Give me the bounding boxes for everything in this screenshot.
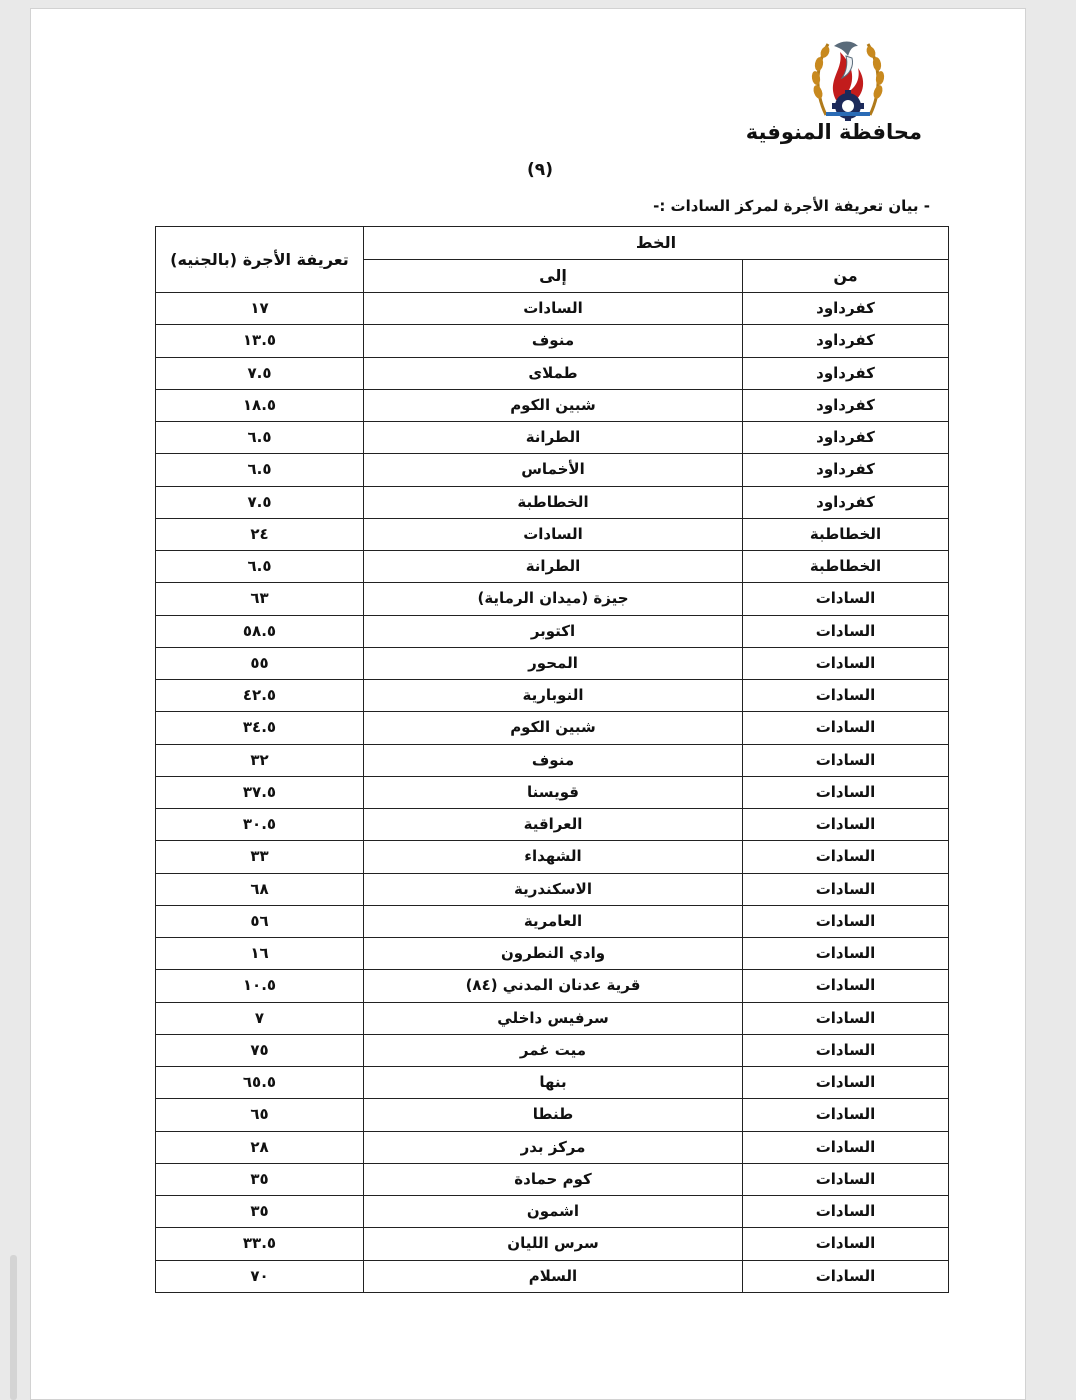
table-row [156, 1228, 949, 1260]
cell-from: السادات [743, 1034, 949, 1066]
cell-from: كفرداود [743, 454, 949, 486]
cell-from: السادات [743, 873, 949, 905]
scan-edge-mark [10, 1255, 17, 1400]
table-row [156, 518, 949, 550]
cell-from: السادات [743, 1163, 949, 1195]
cell-to: الشهداء [364, 841, 743, 873]
cell-from: كفرداود [743, 357, 949, 389]
cell-fare: ٧٠ [156, 1260, 364, 1293]
cell-to: شبين الكوم [364, 389, 743, 421]
cell-to: الطرانة [364, 422, 743, 454]
cell-from: السادات [743, 1228, 949, 1260]
cell-fare: ٤٢.٥ [156, 680, 364, 712]
governorate-emblem-icon [796, 30, 900, 122]
cell-to: السلام [364, 1260, 743, 1293]
table-row [156, 551, 949, 583]
cell-to: العامرية [364, 905, 743, 937]
cell-from: السادات [743, 583, 949, 615]
cell-from: الخطاطبة [743, 551, 949, 583]
table-row [156, 325, 949, 357]
cell-to: اكتوبر [364, 615, 743, 647]
table-row [156, 357, 949, 389]
cell-to: السادات [364, 518, 743, 550]
table-row [156, 1196, 949, 1228]
cell-to: اشمون [364, 1196, 743, 1228]
table-caption: - بيان تعريفة الأجرة لمركز السادات :- [653, 197, 930, 215]
cell-to: منوف [364, 744, 743, 776]
cell-fare: ٥٨.٥ [156, 615, 364, 647]
table-row [156, 938, 949, 970]
cell-fare: ٥٥ [156, 647, 364, 679]
table-row [156, 744, 949, 776]
fare-rows [156, 293, 949, 1293]
cell-from: السادات [743, 809, 949, 841]
table-row [156, 1163, 949, 1195]
table-row [156, 389, 949, 421]
cell-from: كفرداود [743, 325, 949, 357]
cell-to: الأخماس [364, 454, 743, 486]
table-row [156, 1099, 949, 1131]
cell-to: بنها [364, 1067, 743, 1099]
cell-fare: ٣٢ [156, 744, 364, 776]
cell-fare: ٦.٥ [156, 551, 364, 583]
cell-from: السادات [743, 680, 949, 712]
cell-fare: ٥٦ [156, 905, 364, 937]
cell-from: السادات [743, 841, 949, 873]
cell-from: السادات [743, 615, 949, 647]
cell-fare: ٦٥.٥ [156, 1067, 364, 1099]
cell-fare: ٣٣.٥ [156, 1228, 364, 1260]
cell-from: السادات [743, 1260, 949, 1293]
cell-from: السادات [743, 647, 949, 679]
cell-fare: ٣٣ [156, 841, 364, 873]
governorate-name: محافظة المنوفية [745, 120, 922, 144]
cell-to: شبين الكوم [364, 712, 743, 744]
header-to: إلى [364, 260, 743, 293]
table-row [156, 1067, 949, 1099]
cell-from: السادات [743, 776, 949, 808]
cell-to: وادي النطرون [364, 938, 743, 970]
cell-to: المحور [364, 647, 743, 679]
cell-fare: ٦٨ [156, 873, 364, 905]
cell-from: السادات [743, 905, 949, 937]
header-fare: تعريفة الأجرة (بالجنيه) [156, 227, 364, 293]
cell-to: جيزة (ميدان الرماية) [364, 583, 743, 615]
header-from: من [743, 260, 949, 293]
cell-fare: ٦.٥ [156, 454, 364, 486]
table-row [156, 647, 949, 679]
cell-from: السادات [743, 744, 949, 776]
cell-from: كفرداود [743, 389, 949, 421]
cell-from: الخطاطبة [743, 518, 949, 550]
table-row [156, 1034, 949, 1066]
cell-fare: ٣٧.٥ [156, 776, 364, 808]
cell-from: كفرداود [743, 486, 949, 518]
cell-from: السادات [743, 1131, 949, 1163]
table-row [156, 680, 949, 712]
cell-fare: ٧٥ [156, 1034, 364, 1066]
cell-to: السادات [364, 293, 743, 325]
cell-from: السادات [743, 1196, 949, 1228]
cell-to: سرس الليان [364, 1228, 743, 1260]
cell-to: الطرانة [364, 551, 743, 583]
table-row [156, 1131, 949, 1163]
table-row [156, 454, 949, 486]
cell-fare: ٢٤ [156, 518, 364, 550]
cell-fare: ١٦ [156, 938, 364, 970]
cell-to: كوم حمادة [364, 1163, 743, 1195]
cell-to: طملاى [364, 357, 743, 389]
cell-to: منوف [364, 325, 743, 357]
cell-to: النوبارية [364, 680, 743, 712]
table-row [156, 486, 949, 518]
page-number: (٩) [527, 160, 553, 180]
cell-from: السادات [743, 1067, 949, 1099]
cell-fare: ٣٠.٥ [156, 809, 364, 841]
cell-fare: ٧ [156, 1002, 364, 1034]
cell-from: السادات [743, 1002, 949, 1034]
table-row [156, 841, 949, 873]
table-row [156, 970, 949, 1002]
cell-to: سرفيس داخلي [364, 1002, 743, 1034]
cell-from: السادات [743, 938, 949, 970]
cell-to: طنطا [364, 1099, 743, 1131]
cell-fare: ١٣.٥ [156, 325, 364, 357]
cell-from: كفرداود [743, 422, 949, 454]
cell-from: السادات [743, 970, 949, 1002]
cell-from: السادات [743, 712, 949, 744]
cell-fare: ٣٥ [156, 1196, 364, 1228]
cell-fare: ٦٥ [156, 1099, 364, 1131]
table-row [156, 583, 949, 615]
table-row [156, 712, 949, 744]
cell-to: الخطاطبة [364, 486, 743, 518]
cell-fare: ٦.٥ [156, 422, 364, 454]
cell-fare: ٦٣ [156, 583, 364, 615]
cell-fare: ١٧ [156, 293, 364, 325]
cell-fare: ١٠.٥ [156, 970, 364, 1002]
table-row [156, 293, 949, 325]
cell-to: الاسكندرية [364, 873, 743, 905]
cell-to: العراقية [364, 809, 743, 841]
table-row [156, 873, 949, 905]
cell-to: قويسنا [364, 776, 743, 808]
cell-to: ميت غمر [364, 1034, 743, 1066]
header-line: الخط [364, 227, 949, 260]
fare-table [155, 226, 949, 1293]
cell-from: السادات [743, 1099, 949, 1131]
cell-fare: ٧.٥ [156, 486, 364, 518]
cell-to: قرية عدنان المدني (٨٤) [364, 970, 743, 1002]
cell-fare: ٧.٥ [156, 357, 364, 389]
cell-fare: ٣٤.٥ [156, 712, 364, 744]
table-row [156, 776, 949, 808]
cell-fare: ٢٨ [156, 1131, 364, 1163]
table-row [156, 615, 949, 647]
cell-fare: ٣٥ [156, 1163, 364, 1195]
table-row [156, 809, 949, 841]
table-row [156, 422, 949, 454]
cell-to: مركز بدر [364, 1131, 743, 1163]
table-row [156, 1260, 949, 1293]
table-row [156, 905, 949, 937]
cell-fare: ١٨.٥ [156, 389, 364, 421]
cell-from: كفرداود [743, 293, 949, 325]
table-row [156, 1002, 949, 1034]
